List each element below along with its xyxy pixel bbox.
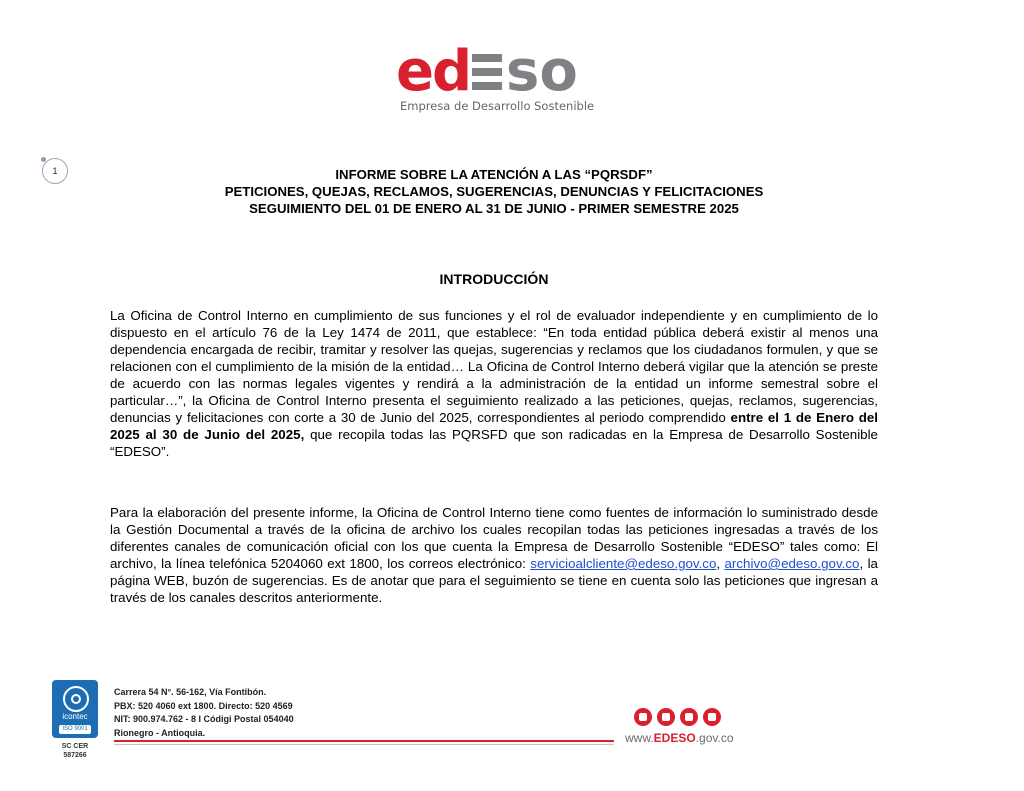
- p1-bold-period: entre el 1 de Enero del 2025 al 30 de Junio del 2025,: [110, 410, 878, 442]
- badge-dot: [41, 157, 46, 162]
- introduction-paragraph-2: [110, 504, 878, 606]
- edeso-logo: [390, 40, 610, 120]
- email-link-archivo[interactable]: archivo@edeso.gov.co: [724, 556, 860, 571]
- report-title: [110, 166, 878, 217]
- svg-text:d: d: [432, 40, 473, 104]
- page-number-badge[interactable]: [42, 158, 68, 184]
- instagram-icon[interactable]: [657, 708, 675, 726]
- cert-code: [52, 742, 98, 760]
- p1-text-a: La Oficina de Control Interno en cumplimiento de sus funciones y el rol de evaluador independiente y en cumplimiento de lo dispuesto en el artículo 76 de la Ley 1474 de 2011, que establece: “En toda entidad pública deberá existir al menos una dependencia encargada de recibir, tramitar y resolver las quejas, sugerencias y reclamos que los ciudadanos formulen, y que se relacionen con el cumplimiento de la misión de la entidad… La Oficina de Control Interno deberá vigilar que la atención se preste de acuerdo con las normas legales vigentes y rendirá a la administración de la entidad un informe semestral sobre el particular…”, la Oficina de Control Interno presenta el seguimiento realizado a las peticiones, quejas, reclamos, sugerencias, denuncias y felicitaciones con corte a 30 de Junio del 2025, correspondientes al periodo comprendido: [110, 308, 878, 425]
- cert-iso: ISO 9001: [59, 725, 91, 734]
- social-icons: [634, 708, 721, 726]
- website-suffix: .gov.co: [695, 731, 734, 745]
- icontec-icon: [63, 686, 89, 712]
- svg-text:so: so: [506, 40, 578, 104]
- address-line-4: Rionegro - Antioquia.: [114, 727, 206, 738]
- address-line-1: Carrera 54 N°. 56-162, Vía Fontibón.: [114, 687, 267, 697]
- cert-code-1: SC CER: [61, 743, 89, 750]
- twitter-icon[interactable]: [703, 708, 721, 726]
- youtube-icon[interactable]: [680, 708, 698, 726]
- address-line-3: NIT: 900.974.762 - 8 I Códigi Postal 054040: [114, 714, 294, 724]
- logo-tagline: Empresa de Desarrollo Sostenible: [400, 99, 595, 113]
- email-link-servicio[interactable]: servicioalcliente@edeso.gov.co: [530, 556, 717, 571]
- title-line-2: PETICIONES, QUEJAS, RECLAMOS, SUGERENCIAS, DENUNCIAS Y FELICITACIONES: [224, 184, 764, 199]
- website-prefix: www.: [625, 731, 654, 745]
- svg-text:e: e: [396, 40, 434, 104]
- cert-code-2: 587266: [63, 752, 87, 759]
- icontec-badge: [52, 680, 98, 738]
- title-line-3: SEGUIMIENTO DEL 01 DE ENERO AL 31 DE JUNIO - PRIMER SEMESTRE 2025: [249, 201, 739, 216]
- page-number: 1: [52, 166, 58, 176]
- p1-text-b: que recopila todas las PQRSFD que son radicadas en la Empresa de Desarrollo Sostenible “EDESO”.: [110, 427, 878, 459]
- certification-block: [52, 680, 98, 760]
- website-link[interactable]: [625, 731, 734, 745]
- address-line-2: PBX: 520 4060 ext 1800. Directo: 520 4569: [114, 700, 293, 711]
- title-line-1: INFORME SOBRE LA ATENCIÓN A LAS “PQRSDF”: [335, 167, 653, 182]
- cert-brand: icontec: [62, 712, 88, 721]
- p2-text-a: Para la elaboración del presente informe, la Oficina de Control Interno tiene como fuentes de información lo suministrado desde la Gestión Documental a través de la oficina de archivo los cuales recopilan todas las peticiones ingresadas a través de los diferentes canales de comunicación oficial con los que cuenta la Empresa de Desarrollo Sostenible “EDESO” tales como: El archivo, la línea telefónica 5204060 ext 1800, los correos electrónico:: [110, 505, 878, 571]
- website-brand: EDESO: [653, 731, 696, 745]
- footer-address: [114, 686, 294, 740]
- p2-text-b: , la página WEB, buzón de sugerencias. Es de anotar que para el seguimiento se tiene en cuenta solo las peticiones que ingresan a través de los canales descritos anteriormente.: [110, 556, 878, 605]
- footer-divider: [114, 740, 614, 742]
- introduction-heading: INTRODUCCIÓN: [439, 271, 549, 287]
- introduction-paragraph-1: [110, 307, 878, 460]
- facebook-icon[interactable]: [634, 708, 652, 726]
- p2-sep: ,: [716, 556, 725, 571]
